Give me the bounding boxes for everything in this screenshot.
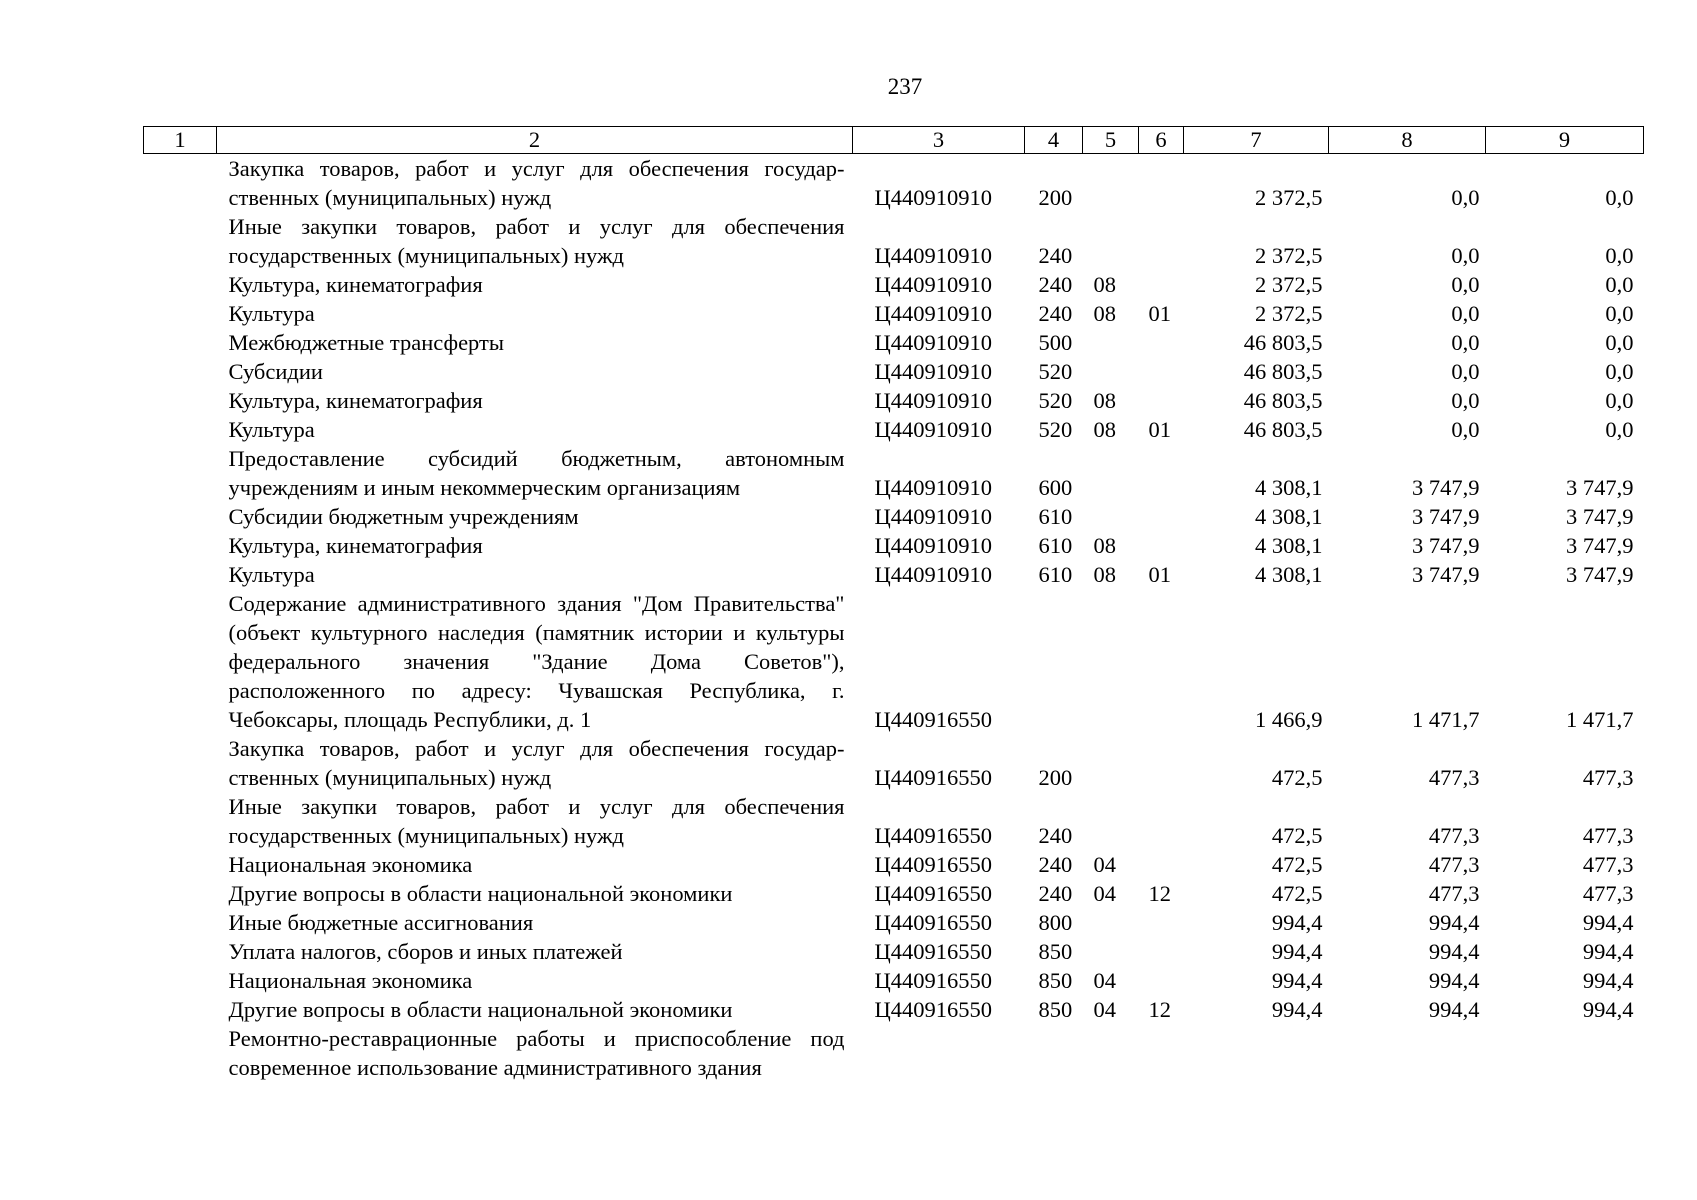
row-subsection [1139, 792, 1184, 850]
table-row [144, 386, 1644, 415]
row-target-code: Ц440916550 [874, 823, 992, 848]
header-col-4: 4 [1025, 127, 1083, 154]
table-row [144, 589, 1644, 734]
row-value-col-7: 472,5 [1271, 852, 1323, 877]
row-subsection [1139, 212, 1184, 270]
row-col-1 [144, 212, 217, 270]
row-description: Предоставление субсидий бюджетным, автономным учреждениям и иным некоммерческим организациям [228, 446, 845, 500]
row-col-1 [144, 357, 217, 386]
row-col-1 [144, 850, 217, 879]
row-value-col-9: 1 471,7 [1566, 707, 1634, 732]
row-description: Субсидии бюджетным учреждениям [228, 504, 579, 529]
row-value-col-9: 3 747,9 [1566, 475, 1634, 500]
row-expense-type: 800 [1038, 910, 1073, 935]
row-section [1083, 1024, 1139, 1082]
row-subsection: 01 [1148, 562, 1171, 587]
row-section: 08 [1093, 562, 1116, 587]
row-expense-type: 850 [1038, 997, 1073, 1022]
row-col-1 [144, 937, 217, 966]
row-target-code: Ц440916550 [874, 881, 992, 906]
row-value-col-8: 0,0 [1451, 359, 1480, 384]
row-value-col-8: 994,4 [1428, 910, 1480, 935]
row-value-col-7: 2 372,5 [1255, 185, 1323, 210]
row-description: Уплата налогов, сборов и иных платежей [228, 939, 623, 964]
row-target-code: Ц440910910 [874, 185, 992, 210]
row-value-col-9: 0,0 [1605, 330, 1634, 355]
row-subsection [1139, 444, 1184, 502]
header-col-3: 3 [853, 127, 1025, 154]
row-value-col-9: 0,0 [1605, 388, 1634, 413]
row-col-1 [144, 966, 217, 995]
row-subsection: 01 [1148, 417, 1171, 442]
row-value-col-7: 4 308,1 [1255, 475, 1323, 500]
row-target-code: Ц440910910 [874, 243, 992, 268]
row-target-code: Ц440916550 [874, 939, 992, 964]
row-description: Содержание административного здания "Дом Правительства" (объект культурного наследия (памятник истории и культуры федерального значения "Здание Дома Советов"), расположенного по адресу: Чувашская Республика, г. Чебоксары, площадь Республики, д. 1 [228, 591, 845, 732]
row-section: 08 [1093, 533, 1116, 558]
row-value-col-8 [1329, 1024, 1486, 1082]
row-description: Культура, кинематография [228, 388, 483, 413]
row-section: 04 [1093, 968, 1116, 993]
budget-table [143, 126, 1644, 1082]
row-subsection [1139, 328, 1184, 357]
row-expense-type: 240 [1038, 243, 1073, 268]
row-target-code: Ц440910910 [874, 388, 992, 413]
row-value-col-8: 0,0 [1451, 272, 1480, 297]
row-col-1 [144, 502, 217, 531]
row-expense-type: 240 [1038, 301, 1073, 326]
row-value-col-8: 0,0 [1451, 243, 1480, 268]
row-expense-type: 200 [1038, 765, 1073, 790]
row-section: 08 [1093, 417, 1116, 442]
row-expense-type: 610 [1038, 533, 1073, 558]
table-row [144, 1024, 1644, 1082]
row-section [1083, 502, 1139, 531]
row-section [1083, 734, 1139, 792]
table-row [144, 531, 1644, 560]
row-target-code: Ц440916550 [874, 852, 992, 877]
table-row [144, 328, 1644, 357]
header-row [144, 127, 1644, 154]
row-value-col-7: 472,5 [1271, 765, 1323, 790]
row-target-code: Ц440916550 [874, 997, 992, 1022]
row-section: 08 [1093, 301, 1116, 326]
row-value-col-9 [1486, 1024, 1644, 1082]
row-description: Закупка товаров, работ и услуг для обеспечения государственных (муниципальных) нужд [228, 156, 845, 210]
row-section [1083, 937, 1139, 966]
row-value-col-7: 2 372,5 [1255, 301, 1323, 326]
row-value-col-8: 0,0 [1451, 417, 1480, 442]
row-expense-type: 200 [1038, 185, 1073, 210]
row-value-col-9: 0,0 [1605, 243, 1634, 268]
row-value-col-8: 477,3 [1428, 823, 1480, 848]
row-subsection [1139, 734, 1184, 792]
row-value-col-7: 46 803,5 [1243, 330, 1323, 355]
row-value-col-7: 1 466,9 [1255, 707, 1323, 732]
row-value-col-9: 994,4 [1582, 968, 1634, 993]
row-col-1 [144, 299, 217, 328]
row-section [1083, 908, 1139, 937]
table-row [144, 299, 1644, 328]
row-description: Закупка товаров, работ и услуг для обеспечения государственных (муниципальных) нужд [228, 736, 845, 790]
row-expense-type: 500 [1038, 330, 1073, 355]
header-col-2: 2 [217, 127, 853, 154]
row-expense-type: 600 [1038, 475, 1073, 500]
row-value-col-9: 994,4 [1582, 997, 1634, 1022]
row-value-col-8: 994,4 [1428, 968, 1480, 993]
row-subsection: 12 [1148, 881, 1171, 906]
row-value-col-7: 994,4 [1271, 910, 1323, 935]
row-subsection [1139, 966, 1184, 995]
row-value-col-8: 477,3 [1428, 881, 1480, 906]
row-value-col-7: 2 372,5 [1255, 272, 1323, 297]
row-expense-type: 240 [1038, 272, 1073, 297]
row-value-col-8: 0,0 [1451, 185, 1480, 210]
row-target-code: Ц440916550 [874, 707, 992, 732]
row-value-col-8: 3 747,9 [1412, 504, 1480, 529]
row-expense-type: 850 [1038, 968, 1073, 993]
row-value-col-9: 0,0 [1605, 272, 1634, 297]
row-target-code: Ц440910910 [874, 533, 992, 558]
row-col-1 [144, 270, 217, 299]
table-row [144, 270, 1644, 299]
row-subsection [1139, 908, 1184, 937]
row-col-1 [144, 995, 217, 1024]
row-target-code: Ц440916550 [874, 765, 992, 790]
row-description: Культура, кинематография [228, 533, 483, 558]
row-section: 04 [1093, 881, 1116, 906]
row-section [1083, 328, 1139, 357]
row-value-col-7: 994,4 [1271, 968, 1323, 993]
row-value-col-9: 3 747,9 [1566, 562, 1634, 587]
row-subsection [1139, 937, 1184, 966]
table-row [144, 560, 1644, 589]
row-expense-type: 240 [1038, 881, 1073, 906]
header-col-1: 1 [144, 127, 217, 154]
row-section [1083, 154, 1139, 213]
row-value-col-8: 0,0 [1451, 330, 1480, 355]
row-subsection [1139, 357, 1184, 386]
table-row [144, 444, 1644, 502]
row-section: 08 [1093, 388, 1116, 413]
row-target-code: Ц440910910 [874, 504, 992, 529]
header-col-8: 8 [1329, 127, 1486, 154]
row-subsection [1139, 502, 1184, 531]
row-value-col-9: 477,3 [1582, 852, 1634, 877]
row-value-col-7: 46 803,5 [1243, 359, 1323, 384]
row-value-col-7: 2 372,5 [1255, 243, 1323, 268]
row-section: 04 [1093, 997, 1116, 1022]
header-col-5: 5 [1083, 127, 1139, 154]
table-row [144, 879, 1644, 908]
row-col-1 [144, 792, 217, 850]
row-description: Другие вопросы в области национальной экономики [228, 997, 733, 1022]
row-expense-type: 520 [1038, 359, 1073, 384]
row-value-col-7: 4 308,1 [1255, 533, 1323, 558]
row-value-col-7 [1184, 1024, 1329, 1082]
row-target-code: Ц440910910 [874, 272, 992, 297]
table-row [144, 966, 1644, 995]
row-target-code: Ц440910910 [874, 330, 992, 355]
row-col-1 [144, 1024, 217, 1082]
row-value-col-7: 4 308,1 [1255, 562, 1323, 587]
row-section [1083, 212, 1139, 270]
row-description: Национальная экономика [228, 968, 473, 993]
row-col-1 [144, 734, 217, 792]
row-value-col-9: 477,3 [1582, 823, 1634, 848]
row-description: Другие вопросы в области национальной экономики [228, 881, 733, 906]
row-value-col-7: 46 803,5 [1243, 417, 1323, 442]
row-col-1 [144, 531, 217, 560]
row-expense-type [1025, 589, 1083, 734]
row-target-code: Ц440910910 [874, 359, 992, 384]
row-col-1 [144, 328, 217, 357]
row-value-col-8: 0,0 [1451, 301, 1480, 326]
row-col-1 [144, 444, 217, 502]
row-description: Культура [228, 562, 315, 587]
table-row [144, 908, 1644, 937]
row-subsection [1139, 531, 1184, 560]
table-header [144, 127, 1644, 154]
row-subsection [1139, 850, 1184, 879]
row-value-col-8: 3 747,9 [1412, 533, 1480, 558]
row-col-1 [144, 154, 217, 213]
row-value-col-9: 0,0 [1605, 417, 1634, 442]
row-value-col-9: 0,0 [1605, 359, 1634, 384]
row-subsection: 12 [1148, 997, 1171, 1022]
row-subsection [1139, 1024, 1184, 1082]
table-row [144, 212, 1644, 270]
row-description: Межбюджетные трансферты [228, 330, 504, 355]
row-description: Иные закупки товаров, работ и услуг для обеспечения государственных (муниципальных) нужд [228, 794, 845, 848]
row-value-col-7: 472,5 [1271, 823, 1323, 848]
row-col-1 [144, 415, 217, 444]
row-target-code: Ц440910910 [874, 562, 992, 587]
row-target-code [853, 1024, 1025, 1082]
row-target-code: Ц440916550 [874, 910, 992, 935]
row-description: Культура, кинематография [228, 272, 483, 297]
row-section: 08 [1093, 272, 1116, 297]
row-value-col-9: 994,4 [1582, 910, 1634, 935]
row-description: Национальная экономика [228, 852, 473, 877]
row-value-col-9: 0,0 [1605, 301, 1634, 326]
row-value-col-9: 477,3 [1582, 765, 1634, 790]
row-section [1083, 357, 1139, 386]
row-value-col-9: 994,4 [1582, 939, 1634, 964]
row-value-col-7: 994,4 [1271, 997, 1323, 1022]
row-description: Иные бюджетные ассигнования [228, 910, 534, 935]
row-value-col-7: 46 803,5 [1243, 388, 1323, 413]
row-description: Культура [228, 417, 315, 442]
row-target-code: Ц440916550 [874, 968, 992, 993]
row-subsection [1139, 270, 1184, 299]
page-number: 237 [887, 74, 923, 99]
row-expense-type: 850 [1038, 939, 1073, 964]
table-row [144, 154, 1644, 213]
row-description: Ремонтно-реставрационные работы и приспособление под современное использование административного здания [228, 1026, 845, 1080]
row-target-code: Ц440910910 [874, 475, 992, 500]
row-expense-type: 240 [1038, 823, 1073, 848]
table-body [144, 154, 1644, 1083]
row-value-col-8: 994,4 [1428, 939, 1480, 964]
row-subsection: 01 [1148, 301, 1171, 326]
row-target-code: Ц440910910 [874, 301, 992, 326]
row-value-col-9: 3 747,9 [1566, 504, 1634, 529]
row-section: 04 [1093, 852, 1116, 877]
row-expense-type: 240 [1038, 852, 1073, 877]
row-value-col-8: 1 471,7 [1412, 707, 1480, 732]
row-expense-type: 610 [1038, 504, 1073, 529]
row-description: Иные закупки товаров, работ и услуг для обеспечения государственных (муниципальных) нужд [228, 214, 845, 268]
row-col-1 [144, 560, 217, 589]
header-col-7: 7 [1184, 127, 1329, 154]
table-row [144, 502, 1644, 531]
table-row [144, 937, 1644, 966]
row-value-col-9: 477,3 [1582, 881, 1634, 906]
row-expense-type [1025, 1024, 1083, 1082]
row-value-col-7: 994,4 [1271, 939, 1323, 964]
table-row [144, 850, 1644, 879]
row-description: Культура [228, 301, 315, 326]
table-row [144, 357, 1644, 386]
row-expense-type: 610 [1038, 562, 1073, 587]
header-col-6: 6 [1139, 127, 1184, 154]
row-value-col-8: 0,0 [1451, 388, 1480, 413]
row-col-1 [144, 879, 217, 908]
row-expense-type: 520 [1038, 388, 1073, 413]
row-section [1083, 444, 1139, 502]
row-section [1083, 589, 1139, 734]
table-row [144, 792, 1644, 850]
header-col-9: 9 [1486, 127, 1644, 154]
row-value-col-9: 0,0 [1605, 185, 1634, 210]
row-value-col-7: 472,5 [1271, 881, 1323, 906]
table-row [144, 995, 1644, 1024]
row-value-col-7: 4 308,1 [1255, 504, 1323, 529]
table-row [144, 734, 1644, 792]
row-expense-type: 520 [1038, 417, 1073, 442]
row-value-col-8: 3 747,9 [1412, 475, 1480, 500]
row-col-1 [144, 908, 217, 937]
row-target-code: Ц440910910 [874, 417, 992, 442]
row-subsection [1139, 154, 1184, 213]
row-section [1083, 792, 1139, 850]
row-col-1 [144, 589, 217, 734]
row-value-col-8: 477,3 [1428, 852, 1480, 877]
row-value-col-8: 477,3 [1428, 765, 1480, 790]
table-row [144, 415, 1644, 444]
row-value-col-8: 3 747,9 [1412, 562, 1480, 587]
row-value-col-9: 3 747,9 [1566, 533, 1634, 558]
row-description: Субсидии [228, 359, 323, 384]
row-value-col-8: 994,4 [1428, 997, 1480, 1022]
row-subsection [1139, 386, 1184, 415]
row-subsection [1139, 589, 1184, 734]
row-col-1 [144, 386, 217, 415]
